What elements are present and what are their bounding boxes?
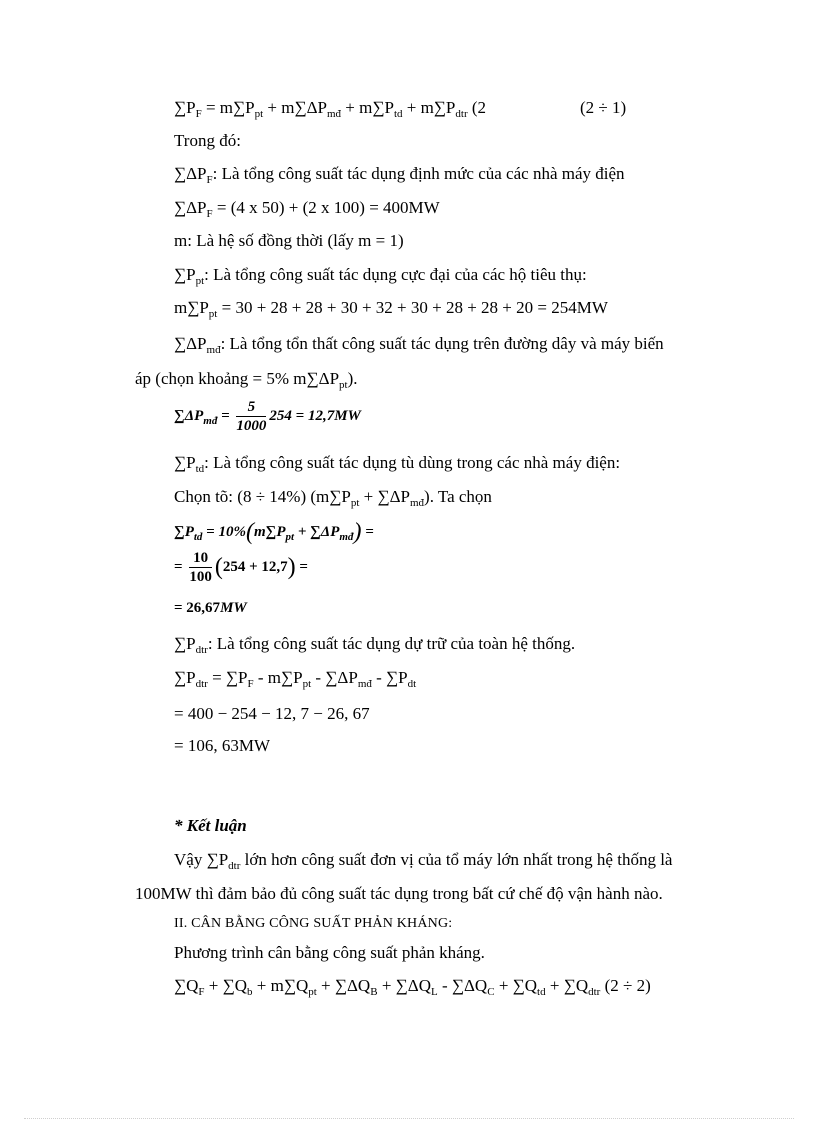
calculation-pf: $\sum\Delta P_F = (4$ x 50) + (2 x 100) = 400MW [174, 198, 440, 220]
formula-ptd-line2: = $\frac{10}{100}$ (254 + 12,7) = [174, 550, 308, 585]
formula-pmd: $\sum\Delta P_{mđ}$ = $\frac{5}{1000}$ 254 = 12,7MW [174, 399, 361, 434]
definition-pmd: $\sum\Delta P_{mđ}$: Là tổng tổn thất công suất tác dụng trên đường dây và máy biến [174, 334, 664, 356]
definition-ptd: $\sum P_{td}$: Là tổng công suất tác dụng tù dùng trong các nhà máy điện: [174, 453, 621, 475]
definition-pf: $\sum\Delta P_F$: Là tổng công suất tác dụng định mức của các nhà máy điện [174, 164, 625, 186]
reactive-balance-intro: Phương trình cân bằng công suất phản kháng. [174, 943, 485, 962]
trong-do-label: Trong đó: [174, 131, 241, 150]
equation-q: $\sum Q_F + \sum Q_b + m\sum Q_{pt} + \sum\Delta Q_B + \sum\Delta Q_L - \sum\Delta Q_C + \sum Q_{td} + \sum Q_{dtr}$ (2 ÷ 2) [174, 976, 651, 998]
definition-ppt: $\sum P_{pt}$: Là tổng công suất tác dụng cực đại của các hộ tiêu thụ: [174, 265, 587, 287]
formula-ptd-line1: $\sum P_{td} = 10\%(m\sum P_{pt} + \sum\Delta P_{mđ})$ = [174, 519, 374, 545]
calculation-pdtr: $\sum P_{dtr} = \sum P_F - m\sum P_{pt} - \sum\Delta P_{mđ} - \sum P_{dt}$ [174, 668, 417, 690]
conclusion-line1: Vậy $\sum P_{dtr}$ lớn hơn công suất đơn vị của tổ máy lớn nhất trong hệ thống là [174, 850, 673, 872]
calculation-pdtr-step2: = 400 − 254 − 12, 7 − 26, 67 [174, 704, 370, 723]
definition-pmd-continued: áp (chọn khoảng = 5% $m\sum\Delta P_{pt}$). [135, 369, 358, 391]
equation-pf: $\sum P_F = m\sum P_{pt} + m\sum\Delta P_{mđ} + m\sum P_{td} + m\sum P_{dtr}$ (2 [174, 98, 487, 120]
definition-m: m: Là hệ số đồng thời (lấy m = 1) [174, 231, 404, 250]
conclusion-line2: 100MW thì đảm bảo đủ công suất tác dụng trong bất cứ chế độ vận hành nào. [135, 884, 663, 903]
equation-number: (2 ÷ 1) [580, 98, 627, 117]
fraction-10-100: $\frac{10}{100}$ [189, 550, 212, 585]
definition-pdtr: $\sum P_{dtr}$: Là tổng công suất tác dụng dự trữ của toàn hệ thống. [174, 634, 576, 656]
page-bottom-rule [24, 1118, 794, 1119]
calculation-ppt: $m\sum P_{pt} = 30 + 28 + 28 + 30 + 32 + 30 + 28 + 28 + 20 = 254MW$ [174, 298, 608, 320]
conclusion-heading: * Kết luận [174, 816, 247, 835]
formula-ptd-line3: = 26,67MW [174, 600, 247, 616]
section-heading-reactive-power: II. CÂN BẰNG CÔNG SUẤT PHẢN KHÁNG: [174, 916, 453, 931]
chon-to-line: Chọn tõ: (8 ÷ 14%) $(m\sum P_{pt} + \sum\Delta P_{mđ})$. Ta chọn [174, 487, 492, 509]
calculation-pdtr-result: = 106, 63MW [174, 736, 270, 755]
fraction-5-1000: $\frac{5}{1000}$ [236, 399, 267, 434]
